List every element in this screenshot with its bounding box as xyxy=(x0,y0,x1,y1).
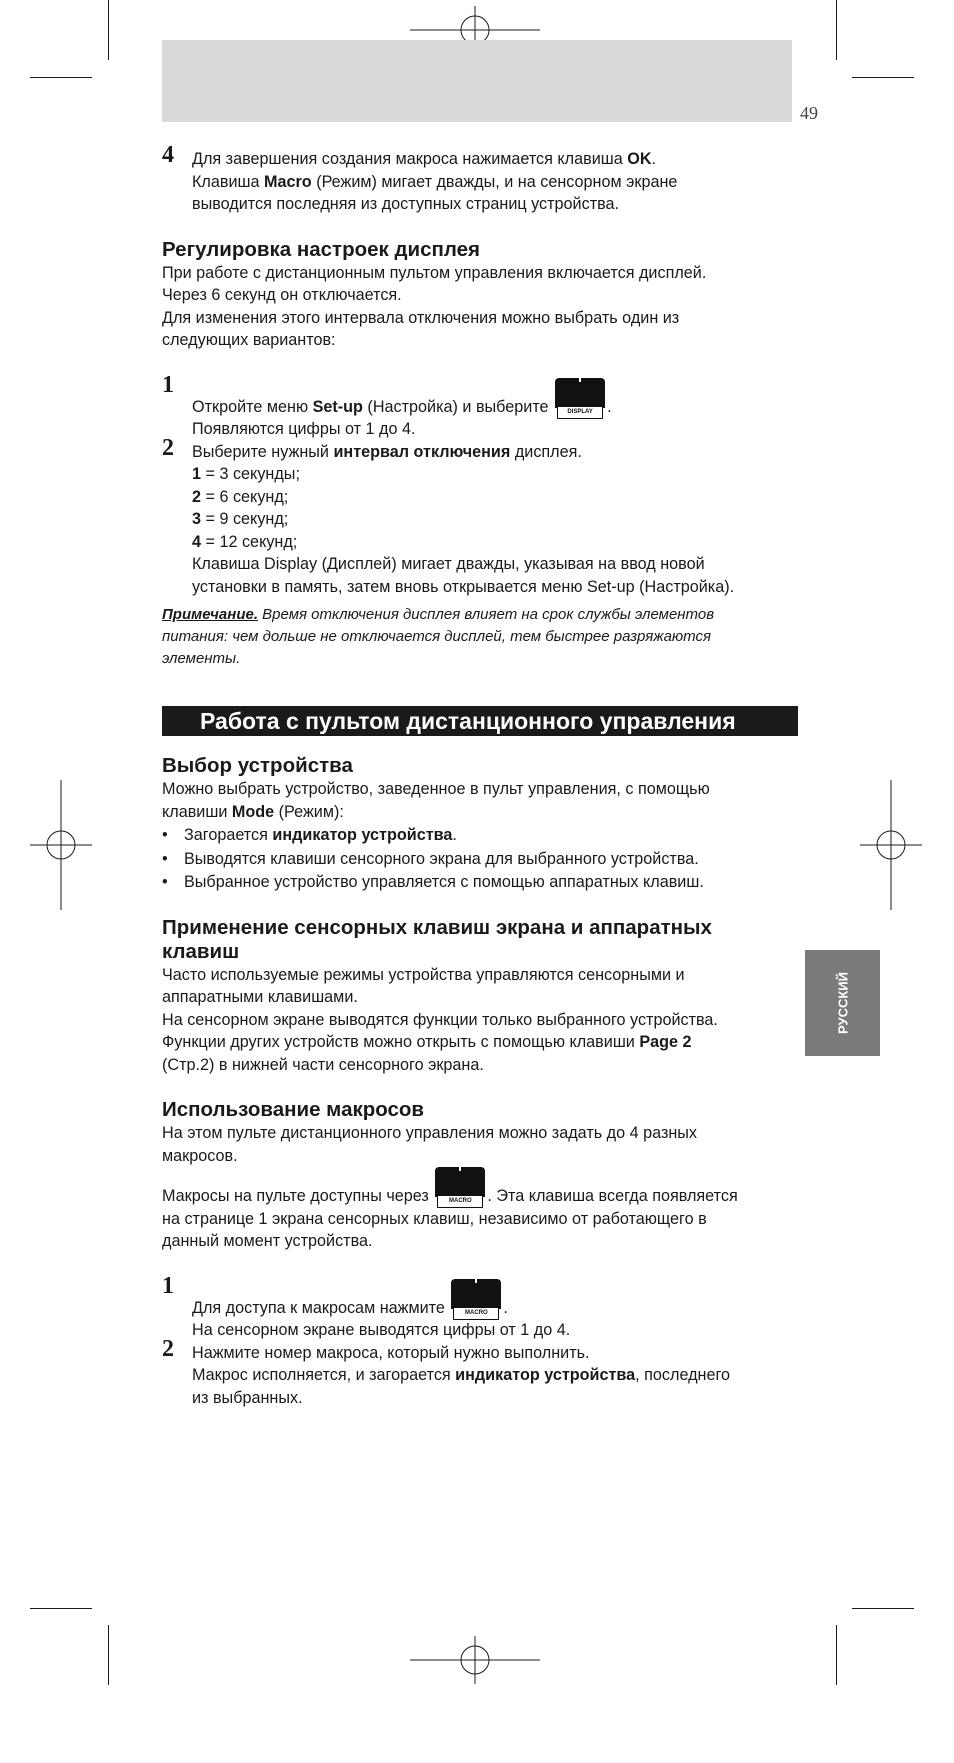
text: Для завершения создания макроса нажимается клавиша xyxy=(192,150,628,168)
paragraph: аппаратными клавишами. xyxy=(162,988,358,1006)
text: Для доступа к макросам нажмите xyxy=(192,1298,445,1317)
display-step-2 xyxy=(162,434,798,599)
text: (Настройка) и выберите xyxy=(362,397,549,416)
option xyxy=(192,531,798,554)
macro-key-icon xyxy=(435,1167,485,1207)
text: Откройте меню xyxy=(192,397,313,416)
display-key-icon xyxy=(555,378,605,418)
paragraph: Через 6 секунд он отключается. xyxy=(162,286,402,304)
section-heading-touch: Применение сенсорных клавиш экрана и аппаратных клавиш xyxy=(162,915,712,963)
text: . Эта клавиша всегда появляется xyxy=(487,1187,738,1205)
step-number: 1 xyxy=(162,1272,174,1299)
text: На сенсорном экране выводятся цифры от 1 до 4. xyxy=(192,1321,571,1339)
key-label: MACRO xyxy=(437,1196,483,1208)
text: дисплея. xyxy=(510,442,582,461)
key-name: Mode xyxy=(231,802,275,821)
crop-mark xyxy=(836,1625,837,1685)
key-label: MACRO xyxy=(453,1308,499,1320)
paragraph: Часто используемые режимы устройства управляются сенсорными и xyxy=(162,965,685,984)
crop-mark xyxy=(108,0,109,60)
text: выводится последняя из доступных страниц устройства. xyxy=(192,195,620,213)
crop-mark xyxy=(108,1625,109,1685)
paragraph: (Стр.2) в нижней части сенсорного экрана. xyxy=(162,1055,484,1074)
paragraph: на странице 1 экрана сенсорных клавиш, независимо от работающего в xyxy=(162,1209,707,1228)
paragraph: макросов. xyxy=(162,1146,238,1165)
text: питания: чем дольше не отключается дисплей, тем быстрее разряжаются xyxy=(162,628,712,645)
option xyxy=(192,486,798,509)
list-item: • Выбранное устройство управляется с помощью аппаратных клавиш. xyxy=(162,871,798,894)
text: . xyxy=(503,1298,508,1317)
list-item: • Выводятся клавиши сенсорного экрана для выбранного устройства. xyxy=(162,848,798,871)
text: установки в память, затем вновь открывается меню Set-up (Настройка). xyxy=(192,577,735,596)
crop-mark xyxy=(30,77,92,78)
option-number: 2 xyxy=(192,487,202,506)
section-heading-display: Регулировка настроек дисплея xyxy=(162,237,481,261)
text: Нажмите номер макроса, который нужно выполнить. xyxy=(192,1343,590,1362)
text: (Режим) мигает дважды, и на сенсорном экране xyxy=(311,172,678,191)
text: Макрос исполняется, и загорается xyxy=(192,1366,456,1384)
step-number: 2 xyxy=(162,434,174,461)
option-number: 3 xyxy=(192,510,202,528)
text: Появляются цифры от 1 до 4. xyxy=(192,420,416,438)
option-text: = 12 секунд; xyxy=(201,532,298,551)
text: из выбранных. xyxy=(192,1388,303,1407)
language-tab xyxy=(805,950,880,1056)
step-number: 2 xyxy=(162,1335,174,1362)
text: элементы. xyxy=(162,650,241,667)
section-heading-device: Выбор устройства xyxy=(162,754,353,777)
paragraph: Можно выбрать устройство, заведенное в пульт управления, с помощью xyxy=(162,780,710,798)
step-number: 4 xyxy=(162,142,174,168)
crop-mark xyxy=(836,0,837,60)
macro-step-1 xyxy=(162,1272,798,1342)
emphasis: интервал отключения xyxy=(333,442,511,461)
chapter-banner: Работа с пультом дистанционного управления xyxy=(162,706,798,736)
section-heading-macros: Использование макросов xyxy=(162,1098,425,1121)
option-number: 4 xyxy=(192,532,202,551)
bullet-list xyxy=(162,824,798,894)
key-name: Set-up xyxy=(312,397,363,416)
paragraph xyxy=(162,1031,798,1054)
intro-step xyxy=(162,142,798,216)
text: Функции других устройств можно открыть с помощью клавиши xyxy=(162,1033,640,1051)
macro-step-2 xyxy=(162,1335,798,1410)
paragraph: На этом пульте дистанционного управления можно задать до 4 разных xyxy=(162,1124,698,1142)
list-item: • Загорается индикатор устройства. xyxy=(162,824,798,847)
language-tab-label: РУССКИЙ xyxy=(835,972,850,1034)
key-name: Macro xyxy=(264,172,312,191)
paragraph: следующих вариантов: xyxy=(162,331,336,349)
registration-mark-left xyxy=(30,780,92,910)
crop-mark xyxy=(30,1608,92,1609)
key-name: Page 2 xyxy=(639,1033,692,1051)
text: Выберите нужный xyxy=(192,442,334,461)
note xyxy=(162,604,798,670)
paragraph: Для изменения этого интервала отключения можно выбрать один из xyxy=(162,308,680,327)
option-number: 1 xyxy=(192,465,202,483)
note-label: Примечание. xyxy=(162,606,258,623)
page-content xyxy=(162,142,798,1409)
option-text: = 6 секунд; xyxy=(201,487,289,506)
option xyxy=(192,463,798,486)
text: Клавиша xyxy=(192,172,265,191)
paragraph xyxy=(162,1167,798,1208)
key-label: DISPLAY xyxy=(557,407,603,419)
header-band xyxy=(162,40,792,122)
paragraph: На сенсорном экране выводятся функции только выбранного устройства. xyxy=(162,1010,718,1029)
emphasis: индикатор устройства xyxy=(455,1366,636,1384)
text: . xyxy=(651,150,657,168)
crop-mark xyxy=(852,1608,914,1609)
text: . xyxy=(607,397,612,416)
paragraph: данный момент устройства. xyxy=(162,1232,373,1250)
page-number: 49 xyxy=(800,103,818,123)
macro-key-icon xyxy=(451,1279,501,1319)
text: (Режим): xyxy=(274,802,344,821)
option xyxy=(192,508,798,531)
option-text: = 3 секунды; xyxy=(201,465,300,483)
text: , последнего xyxy=(635,1366,731,1384)
crop-mark xyxy=(852,77,914,78)
text: Клавиша Display (Дисплей) мигает дважды, указывая на ввод новой xyxy=(192,555,705,573)
text: клавиши xyxy=(162,802,232,821)
option-text: = 9 секунд; xyxy=(201,510,289,528)
paragraph xyxy=(162,801,798,824)
registration-mark-bottom xyxy=(410,1636,540,1684)
paragraph: При работе с дистанционным пультом управления включается дисплей. xyxy=(162,263,707,282)
display-step-1 xyxy=(162,371,798,441)
text: Макросы на пульте доступны через xyxy=(162,1187,429,1205)
key-name: OK xyxy=(627,150,652,168)
registration-mark-right xyxy=(860,780,922,910)
step-number: 1 xyxy=(162,371,174,398)
text: Время отключения дисплея влияет на срок службы элементов xyxy=(258,606,715,623)
